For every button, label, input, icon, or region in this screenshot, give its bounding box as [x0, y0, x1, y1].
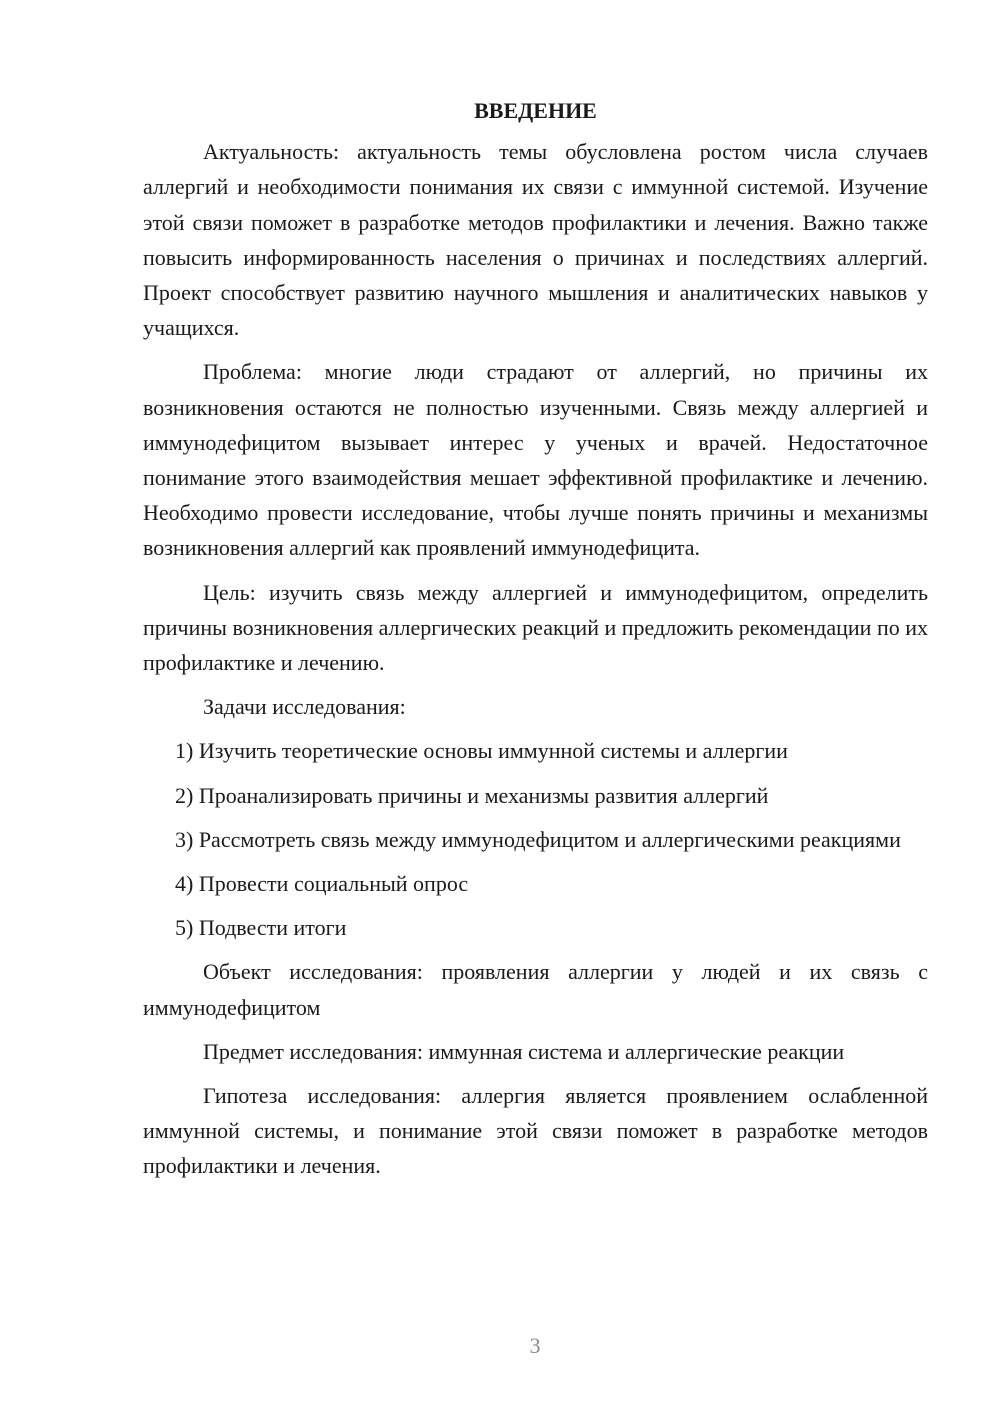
tasks-list [143, 733, 928, 945]
problem-paragraph: Проблема: многие люди страдают от аллергий, но причины их возникновения остаются не полностью изученными. Связь между аллергией и иммунодефицитом вызывает интерес у ученых и врачей. Недостаточное понимание этого взаимодействия мешает эффективной профилактике и лечению. Необходимо провести исследование, чтобы лучше понять причины и механизмы возникновения аллергий как проявлений иммунодефицита. [143, 359, 928, 561]
object-paragraph: Объект исследования: проявления аллергии у людей и их связь с иммунодефицитом [143, 959, 928, 1020]
page-number: 3 [529, 1333, 541, 1358]
task-item: 2) Проанализировать причины и механизмы развития аллергий [175, 782, 769, 808]
goal-paragraph: Цель: изучить связь между аллергией и иммунодефицитом, определить причины возникновения аллергических реакций и предложить рекомендации по их профилактике и лечению. [143, 579, 928, 676]
relevance-paragraph: Актуальность: актуальность темы обусловлена ростом числа случаев аллергий и необходимости понимания их связи с иммунной системой. Изучение этой связи поможет в разработке методов профилактики и лечения. Важно также повысить информированность населения о причинах и последствиях аллергий. Проект способствует развитию научного мышления и аналитических навыков у учащихся. [143, 139, 928, 341]
section-heading: ВВЕДЕНИЕ [474, 98, 597, 123]
tasks-title: Задачи исследования: [203, 694, 406, 720]
task-item: 4) Провести социальный опрос [175, 871, 469, 897]
subject-paragraph: Предмет исследования: иммунная система и аллергические реакции [203, 1038, 845, 1064]
task-item: 3) Рассмотреть связь между иммунодефицитом и аллергическими реакциями [175, 826, 901, 852]
hypothesis-paragraph: Гипотеза исследования: аллергия является проявлением ослабленной иммунной системы, и понимание этой связи поможет в разработке методов профилактики и лечения. [143, 1083, 928, 1179]
page-content [143, 93, 928, 1193]
task-item: 5) Подвести итоги [175, 915, 347, 941]
task-item: 1) Изучить теоретические основы иммунной системы и аллергии [175, 738, 788, 764]
